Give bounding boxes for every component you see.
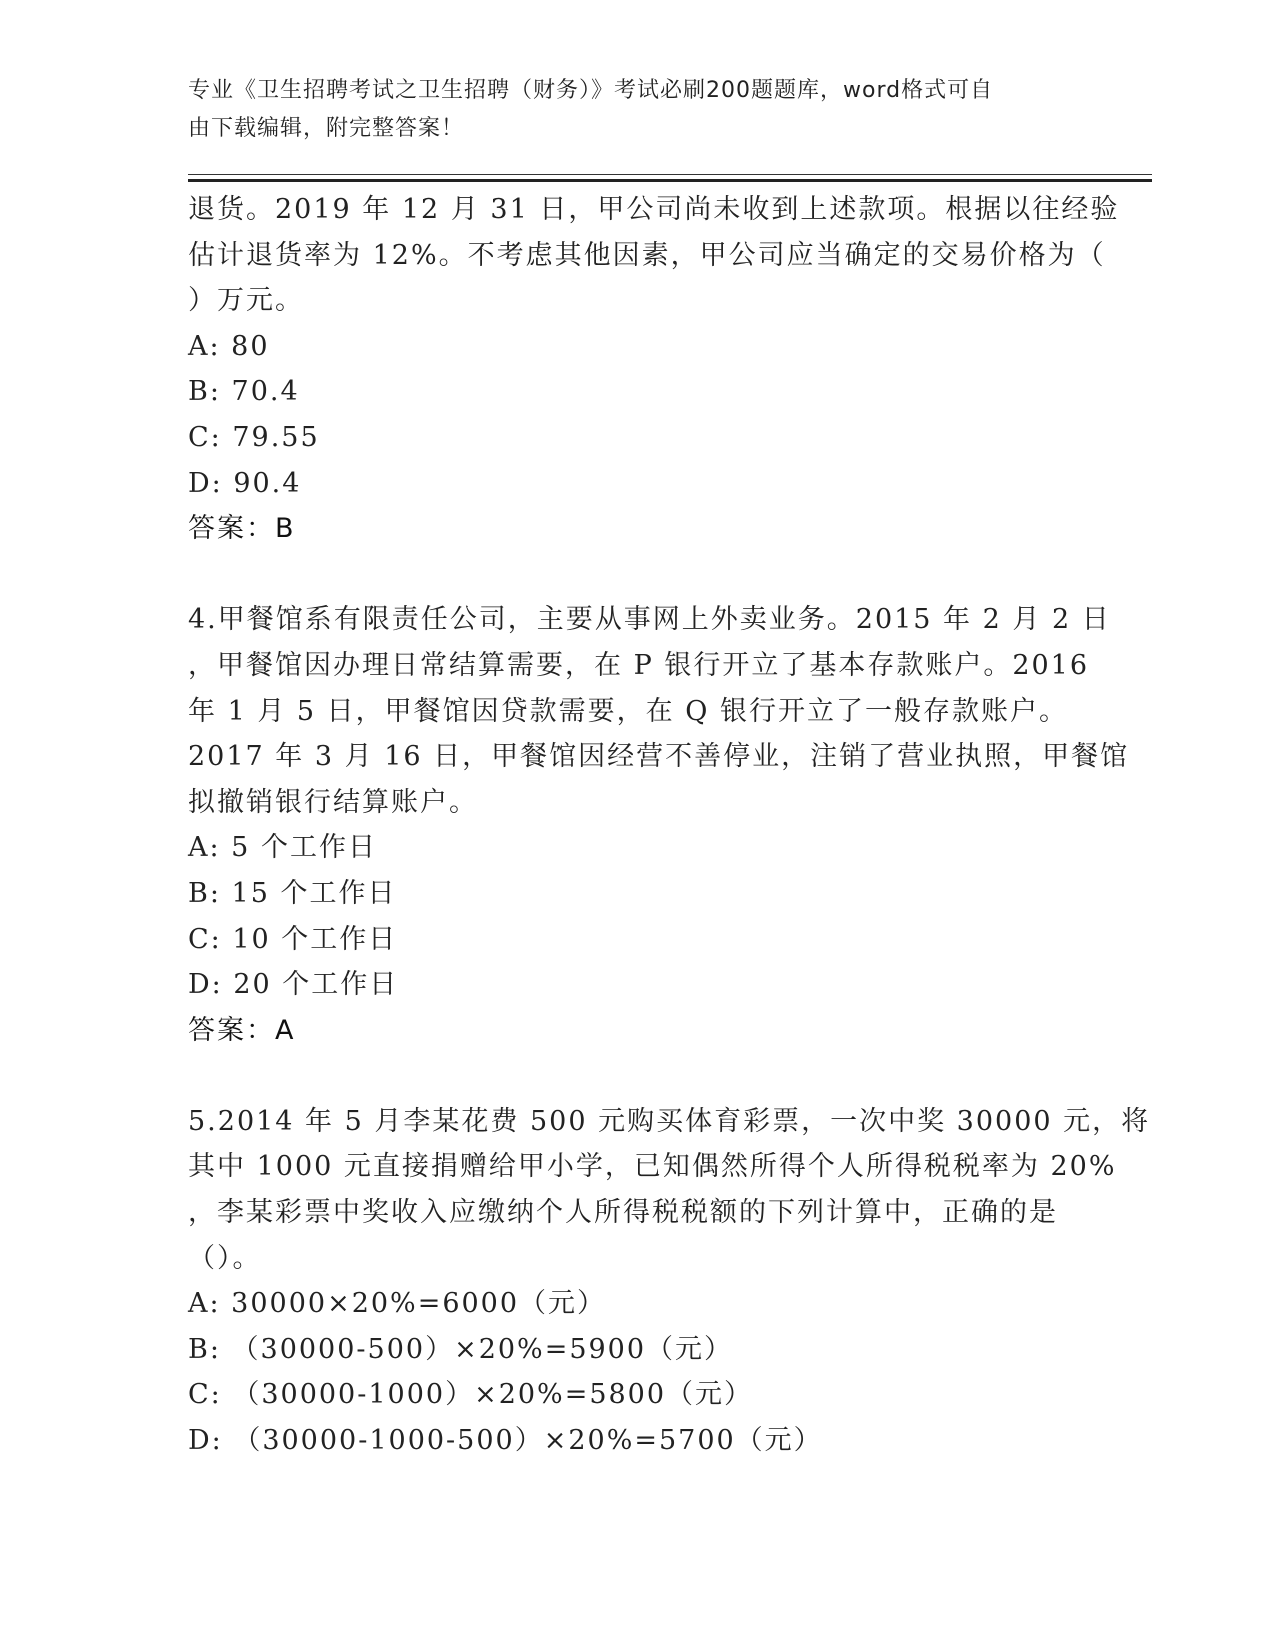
document-header xyxy=(188,72,1088,148)
question-5-option-a: A: 30000×20%=6000（元） xyxy=(188,1288,607,1320)
question-4-text-line: 4.甲餐馆系有限责任公司，主要从事网上外卖业务。2015 年 2 月 2 日 xyxy=(188,604,1111,636)
question-4 xyxy=(188,597,1130,1053)
question-4-option-a: A: 5 个工作日 xyxy=(188,832,377,864)
question-3-text-line: 估计退货率为 12%。不考虑其他因素，甲公司应当确定的交易价格为（ xyxy=(188,239,1106,271)
question-spacer xyxy=(188,552,1088,598)
question-3-option-b: B: 70.4 xyxy=(188,376,300,408)
question-4-answer: 答案：A xyxy=(188,1014,296,1046)
question-3-option-a: A: 80 xyxy=(188,330,270,362)
question-4-text-line: 2017 年 3 月 16 日，甲餐馆因经营不善停业，注销了营业执照，甲餐馆 xyxy=(188,741,1130,773)
question-3 xyxy=(188,187,1120,552)
question-5-option-d: D: （30000-1000-500）×20%=5700（元） xyxy=(188,1425,823,1457)
question-5-text-line: 5.2014 年 5 月李某花费 500 元购买体育彩票，一次中奖 30000 元，将 xyxy=(188,1105,1151,1137)
header-divider-thin xyxy=(188,174,1152,175)
document-body xyxy=(188,187,1151,1464)
header-title-line-1: 专业《卫生招聘考试之卫生招聘（财务）》考试必刷200题题库，word格式可自 xyxy=(188,78,994,103)
question-3-text-line: ）万元。 xyxy=(188,285,304,317)
question-4-text-line: 年 1 月 5 日，甲餐馆因贷款需要，在 Q 银行开立了一般存款账户。 xyxy=(188,695,1068,727)
question-4-text-line: 拟撤销银行结算账户。 xyxy=(188,786,478,818)
header-divider-thick xyxy=(188,179,1152,182)
question-3-option-c: C: 79.55 xyxy=(188,421,320,453)
question-5-text-line: 其中 1000 元直接捐赠给甲小学，已知偶然所得个人所得税税率为 20% xyxy=(188,1151,1117,1183)
question-4-text-line: ，甲餐馆因办理日常结算需要，在 P 银行开立了基本存款账户。2016 xyxy=(188,649,1090,681)
question-3-answer: 答案：B xyxy=(188,513,296,545)
question-3-option-d: D: 90.4 xyxy=(188,467,302,499)
question-5-text-line: ，李某彩票中奖收入应缴纳个人所得税税额的下列计算中，正确的是 xyxy=(188,1197,1058,1229)
question-4-option-d: D: 20 个工作日 xyxy=(188,969,399,1001)
question-5-option-c: C: （30000-1000）×20%=5800（元） xyxy=(188,1379,754,1411)
question-4-option-b: B: 15 个工作日 xyxy=(188,877,397,909)
question-3-text-line: 退货。2019 年 12 月 31 日，甲公司尚未收到上述款项。根据以往经验 xyxy=(188,194,1120,225)
question-4-option-c: C: 10 个工作日 xyxy=(188,923,398,955)
question-5 xyxy=(188,1099,1151,1464)
question-5-text-line: （）。 xyxy=(188,1242,262,1274)
question-5-option-b: B: （30000-500）×20%=5900（元） xyxy=(188,1333,734,1365)
header-title-line-2: 由下载编辑，附完整答案！ xyxy=(188,116,465,141)
question-spacer xyxy=(188,1053,1088,1099)
